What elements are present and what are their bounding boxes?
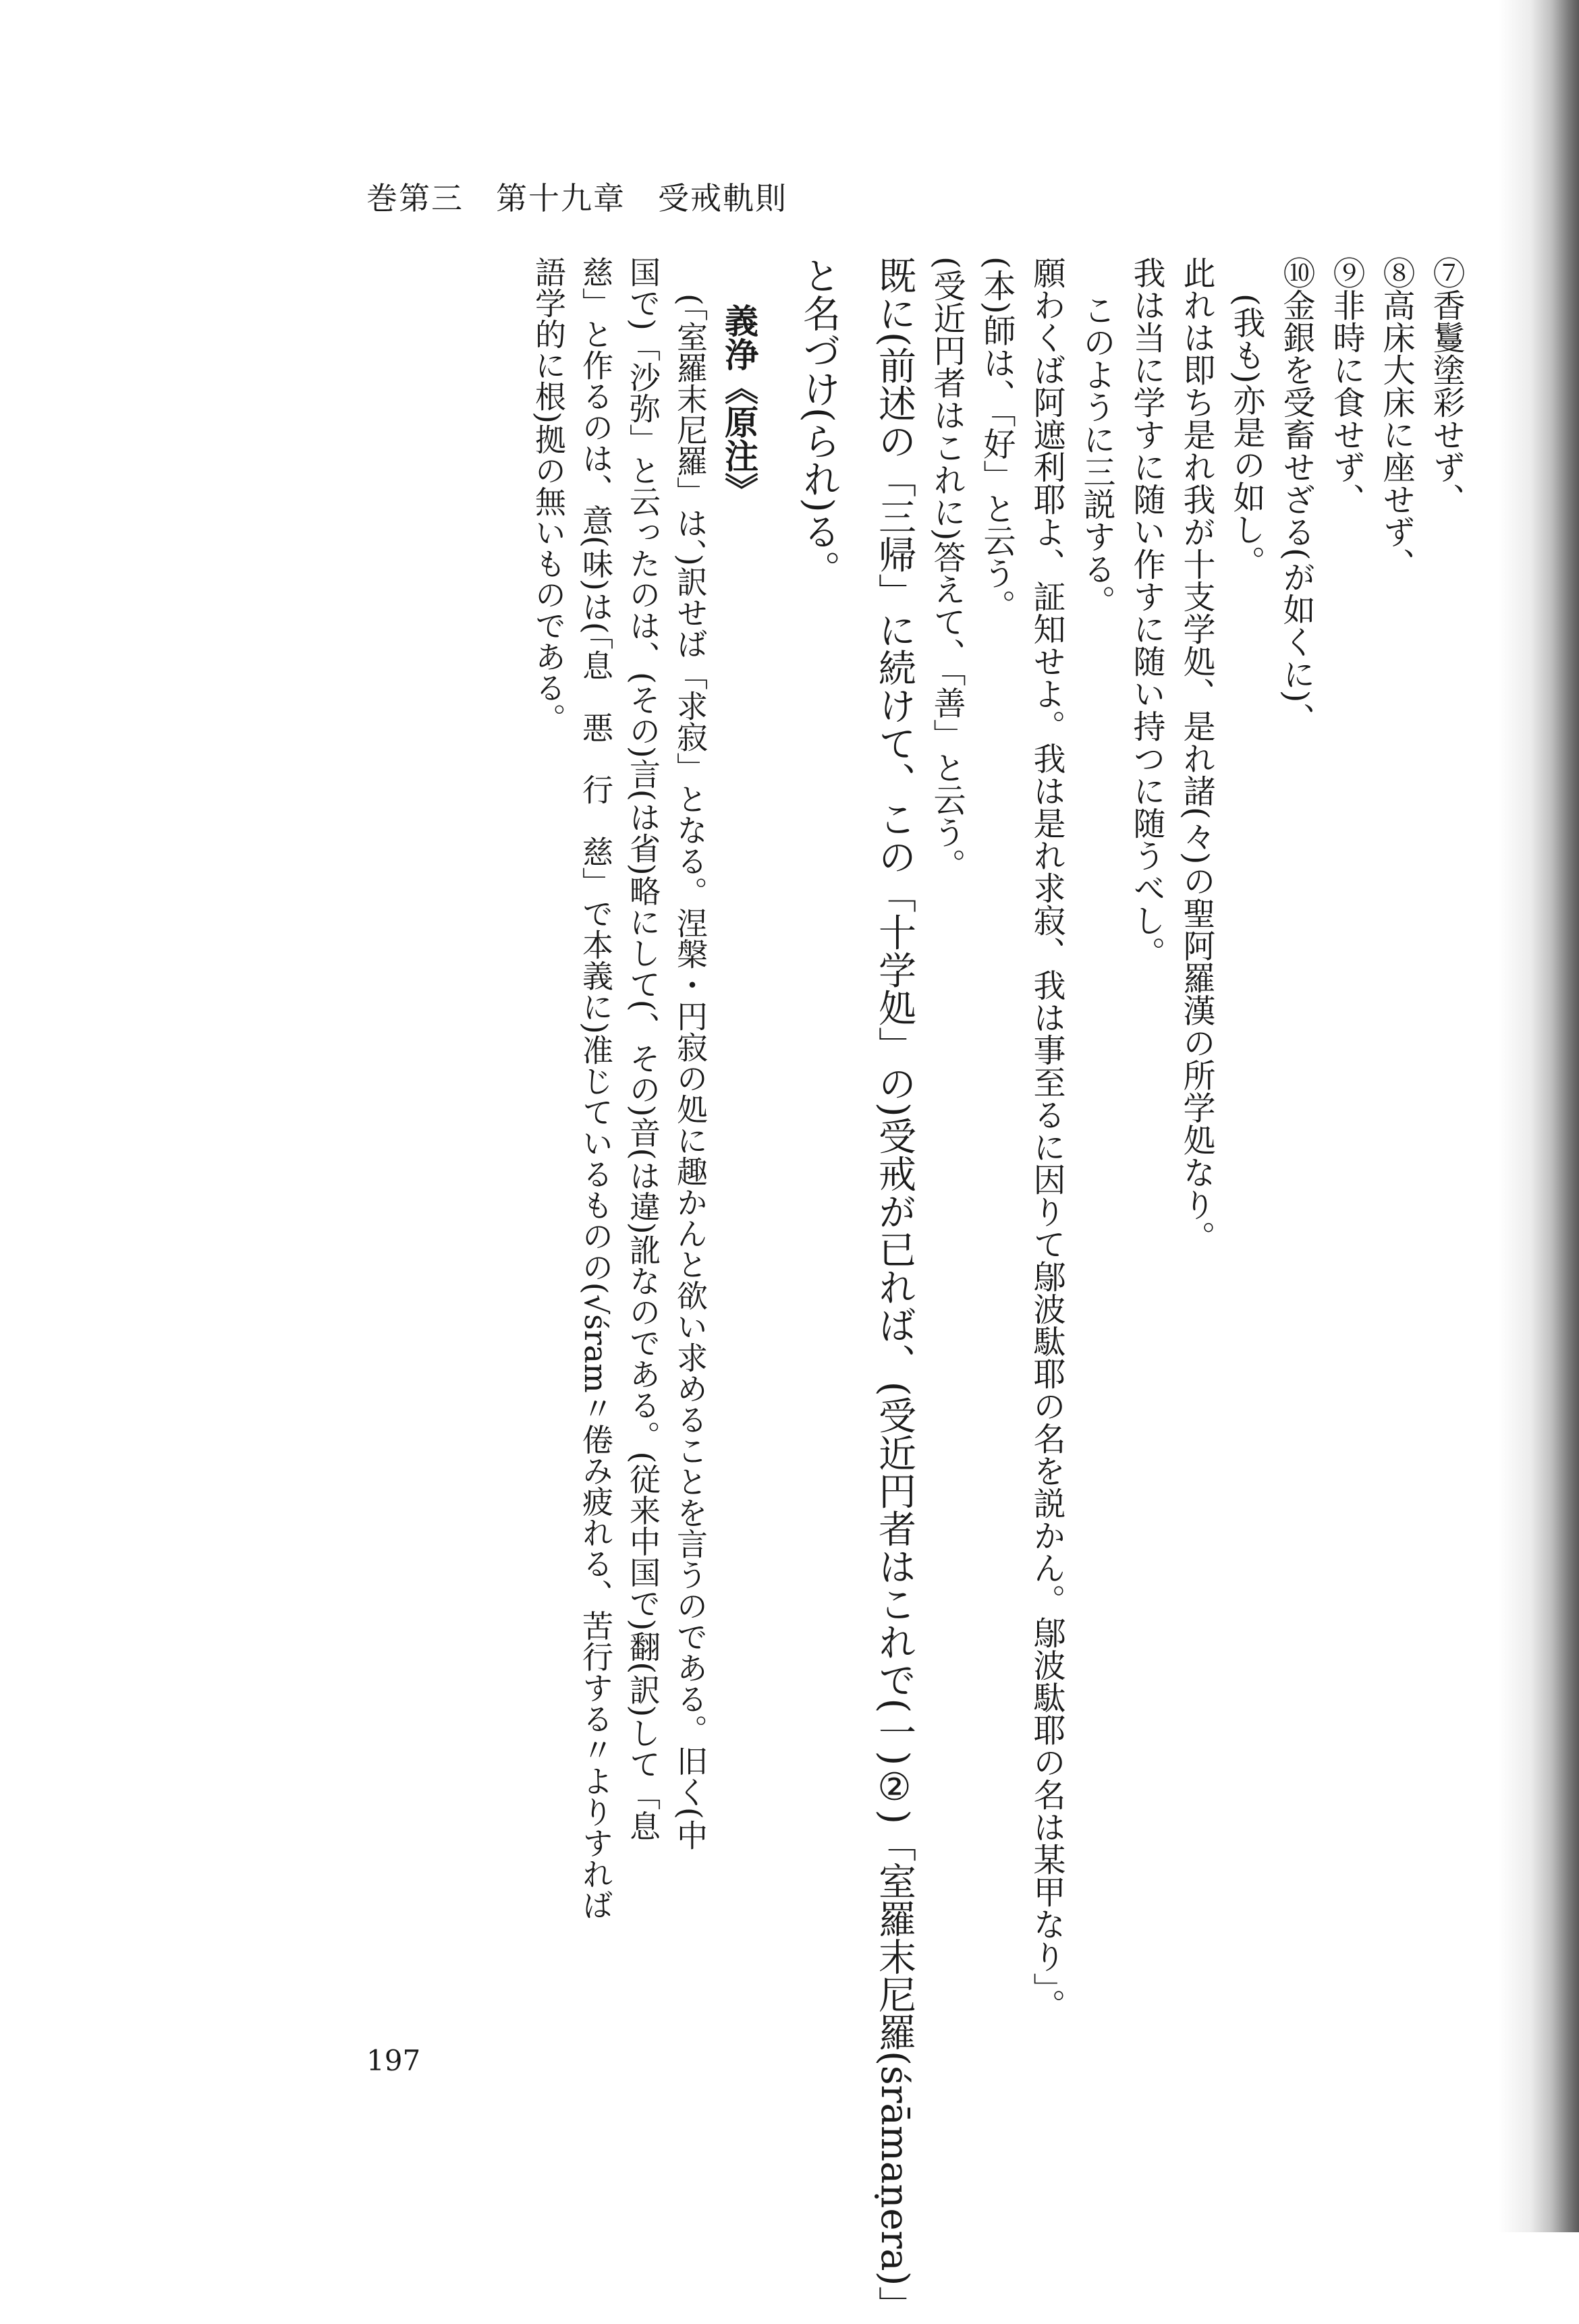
- main-paragraph-line: 既に(前述の「三帰」に続けて、この「十学処」の)受戒が已れば、(受近円者はこれで(一)②)「室羅末尼羅(śrāmaṇera)」: [872, 256, 916, 2324]
- text-line: (受近円者はこれに)答えて、「善」と云う。: [928, 256, 966, 881]
- text-line: 願わくば阿遮利耶よ、証知せよ。我は是れ求寂、我は事至るに因りて鄔波駄耶の名を説かん。鄔波駄耶の名は某甲なり」。: [1028, 256, 1065, 2021]
- note-line: 慈」と作るのは、意(味)は(「息 悪 行 慈」で本義に)准じているものの(√śram〃倦み疲れる、苦行する〃よりすれば: [578, 256, 614, 1921]
- text-line: 此れは即ち是れ我が十支学処、是れ諸(々)の聖阿羅漢の所学処なり。: [1178, 256, 1215, 1253]
- note-heading: 義浄《原注》: [719, 304, 759, 506]
- text-line: ⑩金銀を受畜せざる(が如くに)、: [1277, 256, 1315, 735]
- text-line: ⑧高床大床に座せず、: [1377, 256, 1415, 580]
- running-header: 巻第三 第十九章 受戒軌則: [366, 180, 787, 217]
- text-line: ⑨非時に食せず、: [1327, 256, 1365, 515]
- scanned-page-edge: [1498, 0, 1579, 2232]
- text-line: (我も)亦是の如し。: [1227, 293, 1265, 578]
- note-line: (「室羅末尼羅」は、)訳せば「求寂」となる。涅槃・円寂の処に趣かんと欲い求めることを言うのである。旧く(中: [672, 293, 709, 1850]
- vertical-body-text: [418, 256, 1471, 2324]
- text-line: このように三説する。: [1078, 293, 1115, 617]
- page-number: 197: [366, 2044, 421, 2077]
- text-line: ⑦香鬘塗彩せず、: [1427, 256, 1465, 515]
- note-line: 国で)「沙弥」と云ったのは、(その)言(は省)略にして(、その)音(は違)訛なのである。(従来中国で)翻(訳)して「息: [625, 256, 661, 1842]
- text-line: 我は当に学すに随い作すに随い持つに随うべし。: [1128, 256, 1165, 969]
- text-line: (本)師は、「好」と云う。: [978, 256, 1016, 622]
- note-line: 語学的に根)拠の無いものである。: [530, 256, 567, 734]
- main-paragraph-line: と名づけ(られ)る。: [797, 256, 841, 588]
